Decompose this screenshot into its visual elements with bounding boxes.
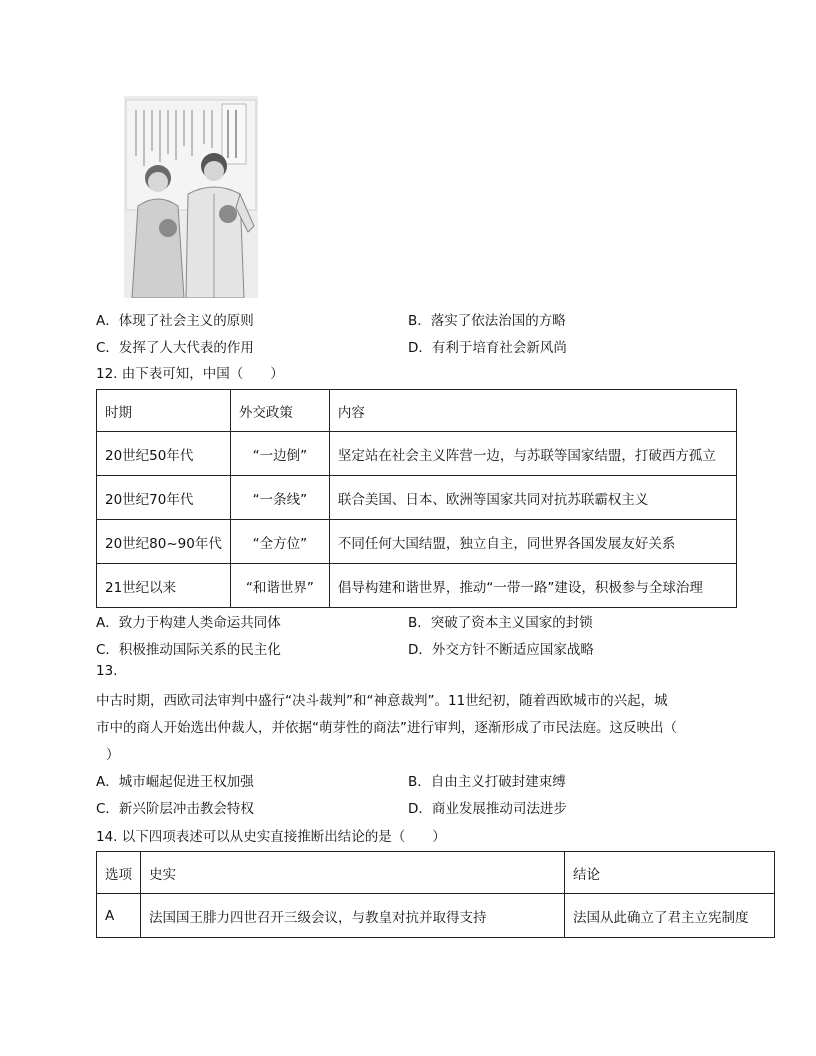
q12-table bbox=[96, 389, 737, 608]
q14-stem: 14. 以下四项表述可以从史实直接推断出结论的是（ ） bbox=[96, 829, 446, 845]
historical-photo bbox=[124, 96, 258, 298]
table-row bbox=[97, 564, 737, 608]
table-cell: “全方位” bbox=[230, 520, 329, 564]
table-header-row bbox=[97, 390, 737, 432]
q13-option-b[interactable]: B．自由主义打破封建束缚 bbox=[408, 774, 566, 790]
table-cell: 坚定站在社会主义阵营一边，与苏联等国家结盟，打破西方孤立 bbox=[329, 432, 736, 476]
table-header-cell: 选项 bbox=[97, 852, 141, 894]
q12-option-d[interactable]: D．外交方针不断适应国家战略 bbox=[408, 642, 594, 658]
table-cell: “一条线” bbox=[230, 476, 329, 520]
q14-table bbox=[96, 851, 775, 938]
table-header-row bbox=[97, 852, 775, 894]
table-header-cell: 时期 bbox=[97, 390, 231, 432]
table-row bbox=[97, 520, 737, 564]
q12-option-a[interactable]: A．致力于构建人类命运共同体 bbox=[96, 615, 281, 631]
table-cell: 联合美国、日本、欧洲等国家共同对抗苏联霸权主义 bbox=[329, 476, 736, 520]
q11-option-c[interactable]: C．发挥了人大代表的作用 bbox=[96, 340, 254, 356]
table-cell: A bbox=[97, 894, 141, 938]
table-row bbox=[97, 894, 775, 938]
table-header-cell: 内容 bbox=[329, 390, 736, 432]
q13-stem-line3: ） bbox=[106, 747, 120, 763]
photo-illustration bbox=[124, 96, 258, 298]
table-cell: 法国从此确立了君主立宪制度 bbox=[565, 894, 775, 938]
table-cell: “一边倒” bbox=[230, 432, 329, 476]
q13-stem-line2: 市中的商人开始选出仲裁人，并依据“萌芽性的商法”进行审判，逐渐形成了市民法庭。这反映出（ bbox=[96, 720, 677, 736]
table-cell: 不同任何大国结盟，独立自主，同世界各国发展友好关系 bbox=[329, 520, 736, 564]
q13-option-c[interactable]: C．新兴阶层冲击教会特权 bbox=[96, 801, 254, 817]
table-header-cell: 史实 bbox=[141, 852, 565, 894]
table-cell: 倡导构建和谐世界，推动“一带一路”建设，积极参与全球治理 bbox=[329, 564, 736, 608]
q12-option-b[interactable]: B．突破了资本主义国家的封锁 bbox=[408, 615, 593, 631]
q11-option-b[interactable]: B．落实了依法治国的方略 bbox=[408, 313, 566, 329]
table-cell: 法国国王腓力四世召开三级会议，与教皇对抗并取得支持 bbox=[141, 894, 565, 938]
q13-number: 13. bbox=[96, 663, 118, 679]
q12-stem: 12. 由下表可知，中国（ ） bbox=[96, 366, 284, 382]
q12-option-c[interactable]: C．积极推动国际关系的民主化 bbox=[96, 642, 281, 658]
table-header-cell: 结论 bbox=[565, 852, 775, 894]
table-cell: 20世纪50年代 bbox=[97, 432, 231, 476]
q13-stem-line1: 中古时期，西欧司法审判中盛行“决斗裁判”和“神意裁判”。11世纪初，随着西欧城市的兴起，城 bbox=[96, 693, 668, 709]
q11-option-a[interactable]: A．体现了社会主义的原则 bbox=[96, 313, 254, 329]
q13-option-a[interactable]: A．城市崛起促进王权加强 bbox=[96, 774, 254, 790]
table-cell: 20世纪80~90年代 bbox=[97, 520, 231, 564]
table-cell: 21世纪以来 bbox=[97, 564, 231, 608]
q11-option-d[interactable]: D．有利于培育社会新风尚 bbox=[408, 340, 567, 356]
table-row bbox=[97, 432, 737, 476]
table-header-cell: 外交政策 bbox=[230, 390, 329, 432]
table-row bbox=[97, 476, 737, 520]
q13-option-d[interactable]: D．商业发展推动司法进步 bbox=[408, 801, 567, 817]
table-cell: 20世纪70年代 bbox=[97, 476, 231, 520]
table-cell: “和谐世界” bbox=[230, 564, 329, 608]
